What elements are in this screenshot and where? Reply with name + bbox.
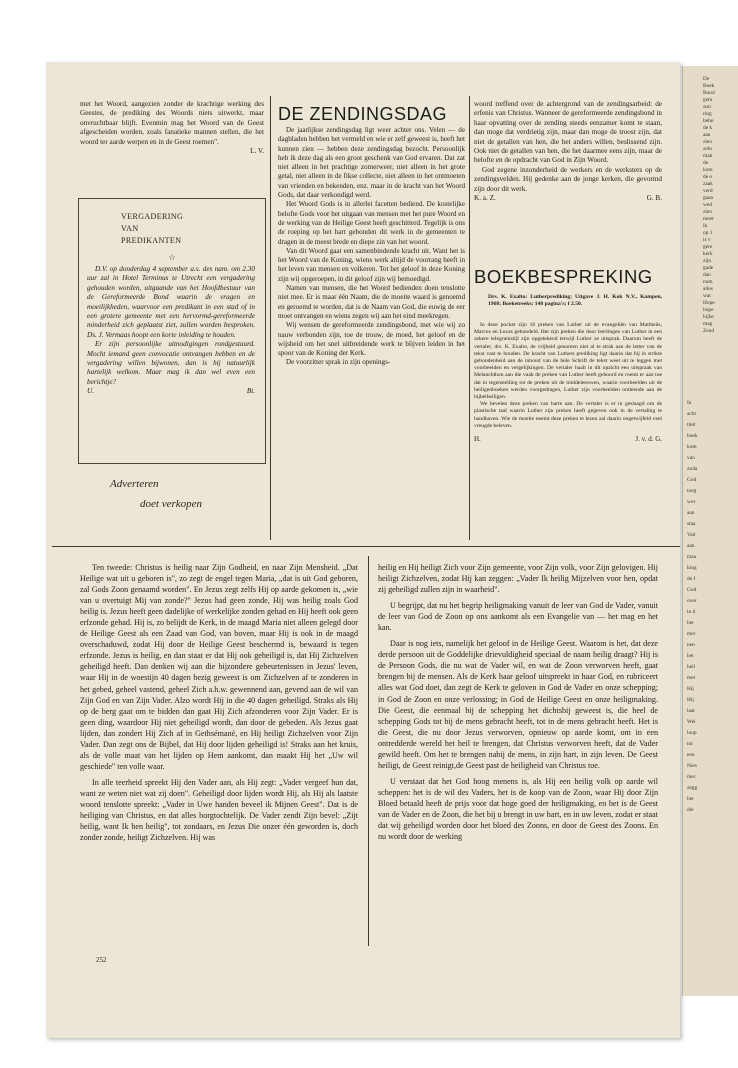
edge-fragment: die bbox=[687, 807, 694, 813]
edge-fragment: gade bbox=[703, 265, 714, 271]
book-citation: Drs. K. Exalto: Lutherprediking; Uitgave J. H. Kok N.V., Kampen, 1968; Boeketreeks; 148 pagina's; f 2.50. bbox=[488, 294, 662, 308]
column-top-left bbox=[80, 100, 264, 156]
edge-fragment: ring bbox=[703, 111, 712, 117]
edge-fragment: de bbox=[703, 160, 709, 166]
edge-fragment: De bbox=[703, 76, 710, 82]
edge-fragment: wed bbox=[703, 202, 712, 208]
edge-fragment: maa bbox=[687, 554, 696, 560]
edge-fragment: king bbox=[687, 565, 697, 571]
edge-fragment: mer bbox=[687, 631, 696, 637]
section-divider bbox=[52, 546, 680, 547]
column-bottom-right bbox=[378, 562, 658, 847]
handwriting-line: Adverteren bbox=[110, 478, 159, 490]
edge-fragment: kerk bbox=[703, 251, 713, 257]
paragraph: De jaarlijkse zendingsdag ligt weer achter ons. Velen — de dagbladen hebben het vermeld en wie er zelf geweest is, heeft het kunnen zien — hebben deze zendingsdag bezocht. Persoonlijk heb ik deze dag als een groot geschenk van God ervaren. Dat zat niet alleen in het prachtige zomerweer, niet alleen in het grote getal, niet alleen in de fikse collecte, niet alleen in het ontmoeten van vrienden en bekenden, enz. maar in de kracht van het Woord Gods, dat daar verkondigd werd. bbox=[278, 126, 465, 200]
edge-fragment: is v bbox=[703, 237, 711, 243]
edge-fragment: alles bbox=[703, 286, 713, 292]
edge-fragment: Bond bbox=[703, 90, 715, 96]
edge-fragment: Hij bbox=[687, 686, 694, 692]
edge-fragment: In bbox=[703, 223, 708, 229]
edge-fragment: Niev bbox=[687, 763, 698, 769]
signature-row bbox=[474, 436, 662, 443]
signature-right: Bt. bbox=[246, 387, 255, 396]
column-boekbespreking bbox=[474, 322, 662, 443]
edge-fragment: met bbox=[687, 675, 696, 681]
column-divider bbox=[270, 96, 271, 540]
edge-fragment: bijbe bbox=[703, 314, 714, 320]
edge-fragment: gem bbox=[703, 97, 713, 103]
edge-fragment: zijn bbox=[703, 258, 712, 264]
paragraph: Daar is nog iets, namelijk het geloof in de Heilige Geest. Waarom is het, dat deze derde persoon uit de Goddelijke drievuldigheid speciaal de naam heilig draagt? Hij is de Persoon Gods, die nu wat de Vader wil, en wat de Zoon verworven heeft, gaat brengen bij de mensen. Als de Kerk haar geloof uitspreekt in haar God, en rubriceert alles wat God doet, dan zegt de Kerk te geloven in God de Vader en onze schepping; in God de Zoon en onze verlossing; in God de Heilige Geest en onze heiligmaking. Die Geest, die eenmaal bij de schepping het dichtsbij geweest is, die heel de schepping Gods tot bij de mens gebracht heeft, tot in de mens gebracht heeft. Het is die Geest, die nu door Jezus verworven, opnieuw op aarde komt, om in een ontredderde wereld het heil te brengen, dat Christus verworven heeft, dat de Vader gewild heeft. Om het te brengen nabij de mens, in zijn hart, in zijn leven. De Geest heiligt, de Geest reinigt,de Geest past de heiligheid van Christus toe. bbox=[378, 639, 658, 770]
paragraph: In deze pocket zijn 16 preken van Luther uit de evangeliën van Mattheüs, Marcus en Lucas gebundeld. Het zijn preken die door leerlingen van Luther in een zekere telegramstijl zijn opgetekend terwijl Luther ze uitsprak. Daarom heeft de vertaler, drs. K. Exalto, de vrijheid genomen niet al te strak aan de letter van de tekst vast te houden. De kracht van Luthers prediking ligt daarin dat hij in strikte gebondenheid aan de inhoud van de hele Schrift de tekst weet uit te leggen met voorbeelden en vergelijkingen. De vertaler haalt in dit opzicht een uitspraak van Melanchthon aan die vaak de preken van Luther heeft gehoord en roemt er aan toe dat in tegenstelling tot de preken uit de middeleeuwen, waarin voorbeelden uit de heiligenboeken werden voorgedragen, Luther zijn voorbeelden ontleende aan de bijbelheiligen. bbox=[474, 322, 662, 401]
edge-fragment: Hij bbox=[687, 697, 694, 703]
column-zendingsdag bbox=[278, 126, 465, 368]
edge-fragment: God bbox=[687, 587, 697, 593]
edge-fragment: een bbox=[687, 752, 695, 758]
column-divider bbox=[368, 556, 369, 946]
edge-fragment: beho bbox=[703, 118, 714, 124]
edge-fragment: boek bbox=[687, 433, 698, 439]
edge-fragment: laat bbox=[687, 708, 695, 714]
edge-fragment: dan bbox=[703, 272, 711, 278]
paragraph: heilig en Hij heiligt Zich voor Zijn gemeente, voor Zijn volk, voor Zijn gelovigen. Hij heiligt Zichzelven, zodat Hij kan zeggen: „Vader Ik heilig Mijzelven voor hen, opdat zij geheiligd zullen zijn in waarheid". bbox=[378, 563, 658, 595]
paragraph: Wij wensen de gereformeerde zendingsbond, met wie wij zo nauw verbonden zijn, toe de trouw, de moed, het geloof en de wijsheid om het snel uitbreidende werk te blijven leiden in het spoor van de Koning der Kerk. bbox=[278, 321, 465, 358]
column-bottom-left bbox=[80, 562, 358, 848]
paragraph: De voorzitter sprak in zijn openings- bbox=[286, 358, 391, 367]
signature-right: G. B. bbox=[646, 194, 662, 203]
edge-fragment: de I bbox=[687, 576, 696, 582]
edge-fragment: Boek bbox=[703, 83, 715, 89]
edge-fragment: zon bbox=[703, 104, 711, 110]
paragraph: woord treffend over de achtergrond van de zendingsarbeid: de erfenis van Christus. Wanneer de gereformeerde zendingsbond in haar opvatting over de zending steeds eenzamer komt te staan, dan moge dat verdrietig zijn, maar dan moge de troost zijn, dat niet de getallen van hen, die het anders willen, beslissend zijn. Ook niet de getallen van hen, die het daarmee eens zijn, maar de belofte en de opdracht van God in Zijn Woord. bbox=[474, 100, 662, 165]
edge-fragment: zien bbox=[703, 209, 712, 215]
edge-fragment: de o bbox=[703, 174, 713, 180]
edge-fragment: acht bbox=[687, 411, 696, 417]
edge-fragment: zien bbox=[703, 139, 712, 145]
paragraph: Van dit Woord gaat een samenbindende kracht uit. Want het is het Woord van de Koning, wiens werk altijd de voorrang heeft in het leven van mensen en volkeren. Tot het geloof in deze Koning zijn wij opgeroepen, in dit geloof zijn wij bemoedigd. bbox=[278, 246, 465, 283]
notice-title-line: VERGADERING bbox=[121, 212, 184, 221]
paragraph: Het Woord Gods is in allerlei facetten bediend. De kostelijke belofte Gods voor het uitgaan van mensen met het pure Woord en de werking van de Heilige Geest heeft geschitterd. Tegelijk is ons de roeping op het hart gebonden dit werk in de gemeenten te dragen in de meest brede en diepe zin van het woord. bbox=[278, 200, 465, 246]
signature: L. V. bbox=[250, 147, 264, 156]
headline-zendingsdag: DE ZENDINGSDAG bbox=[278, 104, 448, 124]
edge-fragment: staa bbox=[687, 521, 696, 527]
edge-fragment: op 1 bbox=[703, 230, 713, 236]
edge-fragment: Wel bbox=[687, 719, 696, 725]
edge-fragment: mak bbox=[703, 153, 713, 159]
edge-fragment: loop bbox=[687, 730, 697, 736]
edge-fragment: wat bbox=[703, 293, 711, 299]
edge-fragment: heil bbox=[687, 664, 696, 670]
edge-fragment: meer bbox=[703, 216, 714, 222]
edge-fragment: het bbox=[687, 620, 694, 626]
notice-title bbox=[121, 211, 183, 247]
edge-fragment: aan bbox=[687, 510, 695, 516]
signature-left: K. a. Z. bbox=[474, 194, 496, 203]
notice-body bbox=[87, 265, 255, 397]
paragraph: We bevelen deze preken van harte aan. De vertaler is er in geslaagd om de plastische taal waarin Luther zijn preken heeft gegeven ook in de vertaling te handhaven. Wie de moeite neemt deze preken te lezen zal daarin ongetwijfeld veel vreugde beleven. bbox=[474, 401, 662, 429]
edge-fragment: zoda bbox=[687, 466, 698, 472]
paragraph: Er zijn persoonlijke uitnodigingen rondgestuurd. Mocht iemand geen convocatie ontvangen hebben en de vergadering willen bijwonen, dan is hij natuurlijk hartelijk welkom. Maar mag ik dan wel even een berichtje? bbox=[87, 340, 255, 386]
notice-signature bbox=[87, 387, 255, 396]
edge-fragment: over bbox=[687, 598, 697, 604]
edge-fragment: In bbox=[687, 400, 692, 406]
edge-fragment: kom bbox=[703, 167, 713, 173]
edge-fragment: aan bbox=[687, 543, 695, 549]
edge-fragment: aan bbox=[703, 132, 711, 138]
handwriting-line: doet verkopen bbox=[140, 498, 202, 510]
star-icon: ☆ bbox=[168, 253, 176, 262]
edge-fragment: nom bbox=[703, 279, 713, 285]
edge-fragment: zegg bbox=[687, 785, 698, 791]
notice-title-line: PREDIKANTEN bbox=[121, 236, 182, 245]
paragraph: met het Woord, aangezien zonder de krachtige werking des Geestes, de prediking des Woords niets uitwerkt, maar onvruchtbaar blijft. Evenmin mag het Woord van de Geest afgescheiden worden, zoals fanatieke mannen stellen, die het woord ter aarde werpen en in de Geest roemen". bbox=[80, 100, 264, 146]
paragraph: God zegene inzonderheid de werkers en de werksters op de zendingsvelden. Hij gedenke aan de jonge kerken, die gevormd zijn door dit werk. bbox=[474, 165, 662, 193]
edge-fragment: Zend bbox=[703, 328, 715, 334]
paragraph: U verstaat dat het God hoog menens is, als Hij een heilig volk op aarde wil scheppen: het is de wil des Vaders, het is de koop van de Zoon, waar Hij door Zijn Bloed betaald heeft de prijs voor dat hoge goed der heiligmaking, en het is de Geest van de Vader en de Zoon, die het bij u brengt in uw hart, en in uw leven, zodat er staat dat wij geheiligd worden door het bloed des Zoons, en door de Geest des Zoons. En nu wordt door de werking bbox=[378, 776, 658, 842]
notice-title-line: VAN bbox=[121, 224, 139, 233]
column-zending-continued bbox=[474, 100, 662, 203]
edge-fragment: zaak bbox=[703, 181, 713, 187]
signature-row bbox=[474, 194, 662, 203]
column-divider bbox=[469, 96, 470, 540]
signature-right: J. v. d. G. bbox=[635, 435, 662, 444]
edge-fragment: mer bbox=[687, 774, 696, 780]
edge-fragment: nen bbox=[687, 642, 695, 648]
edge-fragment: toeg bbox=[687, 488, 697, 494]
edge-fragment: Vad bbox=[687, 532, 696, 538]
paragraph: U begrijpt, dat nu het begrip heiligmaking vanuit de leer van God de Vader, vanuit de leer van God de Zoon op ons aankomt als een Evangelie van — het mag en het kan. bbox=[378, 601, 658, 633]
edge-fragment: van bbox=[687, 455, 695, 461]
edge-fragment: Hope bbox=[703, 300, 715, 306]
edge-fragment: gaan bbox=[703, 195, 714, 201]
edge-fragment: titel bbox=[687, 422, 696, 428]
edge-fragment: het bbox=[687, 796, 694, 802]
edge-fragment: het bbox=[687, 653, 694, 659]
paragraph: Ten tweede: Christus is heilig naar Zijn Godheid, en naar Zijn Mensheid. „Dat Heilige wat uit u geboren is", zo zegt de engel tegen Maria, „dat is uit God geboren, zal Gods Zoon genaamd worden". En Jezus zegt zelfs Hij op aarde gekomen is, „wie van u overtuigt Mij van zonde?" Jezus had geen zonde, Hij was heilig zoals God heilig is. Jezus heeft geen dadelijke of werkelijke zonden gehad en Hij heeft ook geen erfzonde gehad. Hij is, zo belijdt de Kerk, in de maagd Maria niet alleen gelegd door de Heilige Geest als een Zaad van God, van boven, maar Hij is ook in de maagd overschaduwd, zodat Hij door de Heilige Geest beschermd is, bewaard is tegen erfzonde. Jezus is heilig, en dan staat er dat Hij ook geheiligd is, dat Hij Zichzelven geheiligd heeft. Dan denken wij aan die bijzondere gebeurtenissen in Jezus' leven, waar Hij in de woestijn 40 dagen bezig geweest is om Zichzelven af te zonderen in het gebed, geheel vastend, geheel Zich a.h.w. gewennend aan, gevend aan de wil van Zijn God en van Zijn Vader. Alzo wordt Hij in die 40 dagen geheiligd. Straks als Hij op de berg gaat om te bidden dan gaat Hij Zich afzonderen voor Zijn Vader. Er is geen ding, waardoor Hij niet geheiligd wordt, dan door de gebeden. Als Jezus gaat lijden, dan zondert Hij Zich af in Gethsémané, en Hij heiligt Zichzelven voor Zijn Vader. Dan zegt ons de Bijbel, dat Hij door lijden geheiligd is! Straks aan het kruis, als de volle maat van het lijden op Hem aankomt, dan maakt Hij het „Uw wil geschiede" ten volle waar. bbox=[80, 563, 359, 771]
adjacent-page-edge bbox=[682, 66, 738, 996]
edge-fragment: God bbox=[687, 477, 697, 483]
edge-fragment: tot bbox=[687, 741, 693, 747]
notice-box bbox=[78, 198, 266, 464]
edge-fragment: de k bbox=[703, 125, 713, 131]
edge-fragment: in d bbox=[687, 609, 696, 615]
paragraph: Namen van mensen, die het Woord bedienden doen tenslotte niet mee. Er is maar één Naam, die de moeite waard is genoemd en geroemd te worden, dat is de Naam van God, die euwig de eer moet ontvangen en wiens zegen wij aan het eind meekregen. bbox=[278, 284, 465, 320]
paragraph: D.V. op donderdag 4 september a.s. des nam. om 2.30 uur zal in Hotel Terminus te Utrecht een vergadering gehouden worden, uitgaande van het Hoofdbestuur van de Gereformeerde Bond waarin de vragen en moeilijkheden, waarvoor een predikant in een stad of in een grotere gemeente met een hervormd-gereformeerde minderheid zich geplaatst ziet, zullen worden besproken. Ds. J. Vermaas hoopt een korte inleiding te houden. bbox=[87, 265, 255, 339]
edge-fragment: hope bbox=[703, 307, 714, 313]
headline-boekbespreking: BOEKBESPREKING bbox=[474, 266, 653, 287]
page-number: 252 bbox=[96, 956, 107, 964]
edge-fragment: gere bbox=[703, 244, 713, 250]
edge-fragment: mag bbox=[703, 321, 713, 327]
signature-left: U. bbox=[87, 387, 94, 396]
edge-fragment: wor bbox=[687, 499, 696, 505]
edge-fragment: kom bbox=[687, 444, 697, 450]
edge-fragment: verd bbox=[703, 188, 713, 194]
signature-left: H. bbox=[474, 435, 481, 444]
paragraph: In alle teerheid spreekt Hij den Vader aan, als Hij zegt: „Vader vergeef hun dat, want ze weten niet wat zij doen". Geheiligd door lijden wordt Hij, als Hij als laatste woord tenslotte spreekt: „Vader in Uwe handen beveel ik Mijnen Geest". Dat is de heiliging van Christus, en dat alles borgtochtelijk. De Vader zendt Zijn bevel: „Zijt heilig, want Ik ben heilig", tot zondaars, en Jezus Die onzer één geworden is, doch zonder zonde, heiligt Zichzelven. Hij was bbox=[80, 777, 358, 843]
edge-fragment: zeln bbox=[703, 146, 712, 152]
